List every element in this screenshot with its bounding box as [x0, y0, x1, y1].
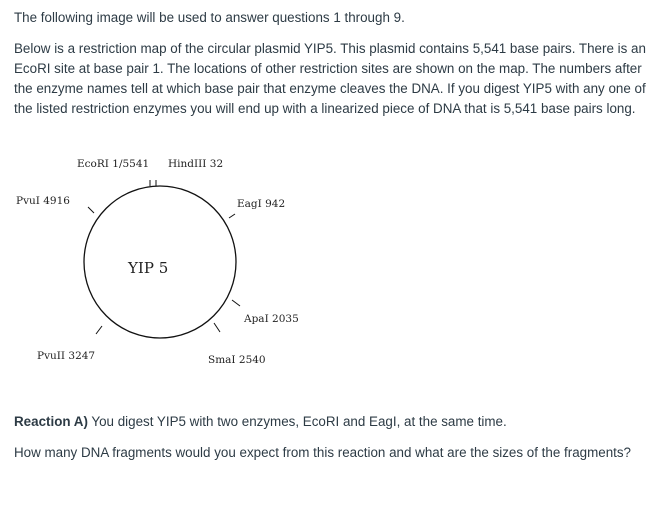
reaction-a-text	[14, 412, 654, 432]
pvuii-tick	[96, 326, 102, 334]
eagi-label: EagI 942	[237, 198, 286, 210]
pvui-tick	[88, 207, 94, 213]
apai-tick	[232, 300, 240, 306]
hindiii-label: HindIII 32	[168, 158, 224, 170]
smai-tick	[214, 323, 220, 332]
apai-label: ApaI 2035	[244, 313, 299, 325]
smai-label: SmaI 2540	[208, 354, 266, 366]
eagi-tick	[229, 214, 235, 218]
question-text: How many DNA fragments would you expect from this reaction and what are the sizes of the fragments?	[14, 445, 632, 460]
intro-text: The following image will be used to answer questions 1 through 9.	[14, 10, 405, 25]
pvui-label: PvuI 4916	[16, 195, 70, 207]
plasmid-map	[0, 150, 661, 390]
pvuii-label: PvuII 3247	[37, 350, 96, 362]
site-ticks	[88, 180, 240, 334]
reaction-description: You digest YIP5 with two enzymes, EcoRI and EagI, at the same time.	[87, 414, 507, 429]
plasmid-name: YIP 5	[128, 259, 169, 277]
ecori-label: EcoRI 1/5541	[77, 158, 150, 170]
reaction-label: Reaction A)	[14, 414, 88, 429]
description-paragraph: Below is a restriction map of the circular plasmid YIP5. This plasmid contains 5,541 base pairs. There is an EcoRI site at base pair 1. The locations of other restriction sites are shown on the map. The numbers after the enzyme names tell at which base pair that enzyme cleaves the DNA. If you digest YIP5 with any one of the listed restriction enzymes you will end up with a linearized piece of DNA that is 5,541 base pairs long.	[14, 41, 646, 116]
